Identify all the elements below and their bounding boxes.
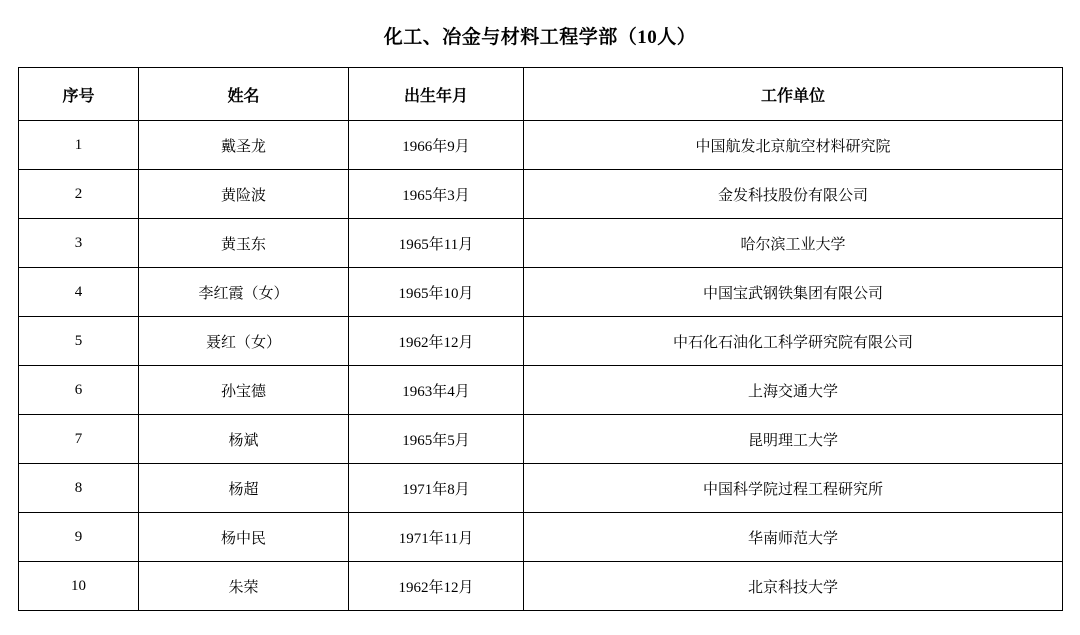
table-row [19,268,1063,317]
page-title: 化工、冶金与材料工程学部（10人） [383,27,697,48]
cell-unit: 上海交通大学 [524,366,1063,415]
cell-unit: 华南师范大学 [524,513,1063,562]
cell-unit: 中国科学院过程工程研究所 [524,464,1063,513]
cell-name: 孙宝德 [139,366,349,415]
column-header-index: 序号 [19,68,139,121]
cell-index: 9 [19,513,139,562]
cell-birth: 1962年12月 [349,562,524,611]
table-row [19,464,1063,513]
cell-birth: 1965年3月 [349,170,524,219]
table-row [19,562,1063,611]
cell-birth: 1966年9月 [349,121,524,170]
cell-index: 2 [19,170,139,219]
cell-birth: 1962年12月 [349,317,524,366]
cell-birth: 1965年10月 [349,268,524,317]
cell-index: 5 [19,317,139,366]
cell-name: 聂红（女） [139,317,349,366]
cell-name: 杨中民 [139,513,349,562]
academician-roster-table [18,67,1063,611]
table-row [19,366,1063,415]
cell-name: 戴圣龙 [139,121,349,170]
cell-unit: 北京科技大学 [524,562,1063,611]
cell-index: 1 [19,121,139,170]
cell-index: 10 [19,562,139,611]
cell-name: 朱荣 [139,562,349,611]
cell-unit: 中国航发北京航空材料研究院 [524,121,1063,170]
column-header-birth: 出生年月 [349,68,524,121]
cell-index: 4 [19,268,139,317]
table-row [19,219,1063,268]
table-row [19,121,1063,170]
column-header-unit: 工作单位 [524,68,1063,121]
table-row [19,513,1063,562]
cell-name: 黄险波 [139,170,349,219]
column-header-name: 姓名 [139,68,349,121]
cell-name: 李红霞（女） [139,268,349,317]
cell-unit: 中石化石油化工科学研究院有限公司 [524,317,1063,366]
table-header-row [19,68,1063,121]
cell-index: 6 [19,366,139,415]
cell-unit: 金发科技股份有限公司 [524,170,1063,219]
cell-unit: 昆明理工大学 [524,415,1063,464]
cell-unit: 哈尔滨工业大学 [524,219,1063,268]
cell-name: 黄玉东 [139,219,349,268]
cell-name: 杨超 [139,464,349,513]
cell-name: 杨斌 [139,415,349,464]
cell-birth: 1963年4月 [349,366,524,415]
cell-index: 3 [19,219,139,268]
cell-index: 7 [19,415,139,464]
table-row [19,415,1063,464]
cell-birth: 1965年5月 [349,415,524,464]
table-row [19,170,1063,219]
table-row [19,317,1063,366]
cell-birth: 1965年11月 [349,219,524,268]
cell-index: 8 [19,464,139,513]
cell-unit: 中国宝武钢铁集团有限公司 [524,268,1063,317]
cell-birth: 1971年8月 [349,464,524,513]
cell-birth: 1971年11月 [349,513,524,562]
